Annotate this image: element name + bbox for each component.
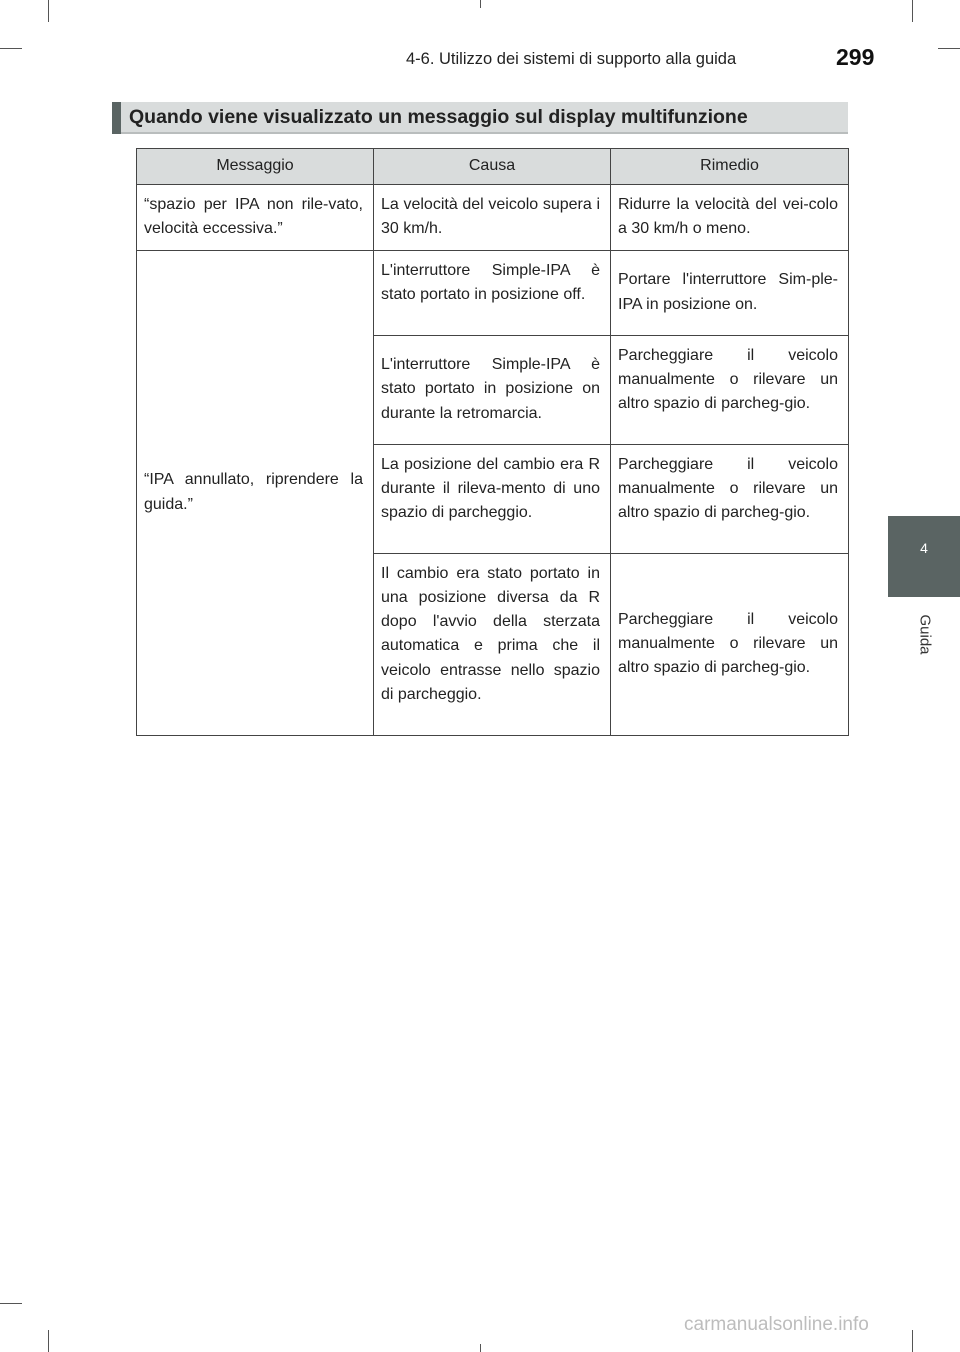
crop-mark bbox=[48, 1330, 49, 1352]
crop-mark bbox=[480, 1344, 481, 1352]
remedy-cell: Portare l'interruttore Sim-ple-IPA in posizione on. bbox=[611, 250, 849, 335]
crop-mark bbox=[912, 1330, 913, 1352]
message-cell: “spazio per IPA non rile-vato, velocità eccessiva.” bbox=[137, 185, 374, 251]
chapter-tab bbox=[888, 516, 960, 597]
crop-mark bbox=[938, 48, 960, 49]
table-header-row bbox=[137, 149, 849, 185]
header-section-title: 4-6. Utilizzo dei sistemi di supporto alla guida bbox=[406, 50, 737, 68]
section-title: Quando viene visualizzato un messaggio sul display multifunzione bbox=[129, 106, 748, 128]
remedy-cell: Parcheggiare il veicolo manualmente o rilevare un altro spazio di parcheg-gio. bbox=[611, 553, 849, 735]
chapter-label-box bbox=[910, 602, 940, 672]
footer-watermark[interactable]: carmanualsonline.info bbox=[684, 1314, 869, 1335]
section-title-bar bbox=[112, 102, 121, 134]
section-title-box bbox=[112, 102, 848, 134]
table-row bbox=[137, 185, 849, 251]
remedy-cell: Parcheggiare il veicolo manualmente o rilevare un altro spazio di parcheg-gio. bbox=[611, 335, 849, 444]
crop-mark bbox=[48, 0, 49, 22]
cause-cell: La posizione del cambio era R durante il rileva-mento di uno spazio di parcheggio. bbox=[374, 444, 611, 553]
page-number: 299 bbox=[836, 44, 875, 70]
crop-mark bbox=[480, 0, 481, 8]
crop-mark bbox=[912, 0, 913, 22]
chapter-label: Guida bbox=[916, 614, 934, 655]
cause-cell: L'interruttore Simple-IPA è stato portato in posizione off. bbox=[374, 250, 611, 335]
cause-cell: La velocità del veicolo supera i 30 km/h. bbox=[374, 185, 611, 251]
column-header-message: Messaggio bbox=[137, 149, 374, 185]
message-table bbox=[136, 148, 849, 736]
cause-cell: Il cambio era stato portato in una posizione diversa da R dopo l'avvio della sterzata automatica e prima che il veicolo entrasse nello spazio di parcheggio. bbox=[374, 553, 611, 735]
remedy-cell: Ridurre la velocità del vei-colo a 30 km/h o meno. bbox=[611, 185, 849, 251]
table-row bbox=[137, 250, 849, 335]
remedy-cell: Parcheggiare il veicolo manualmente o rilevare un altro spazio di parcheg-gio. bbox=[611, 444, 849, 553]
column-header-cause: Causa bbox=[374, 149, 611, 185]
cause-cell: L'interruttore Simple-IPA è stato portato in posizione on durante la retromarcia. bbox=[374, 335, 611, 444]
column-header-remedy: Rimedio bbox=[611, 149, 849, 185]
crop-mark bbox=[0, 48, 22, 49]
message-cell: “IPA annullato, riprendere la guida.” bbox=[137, 250, 374, 735]
chapter-number: 4 bbox=[920, 540, 928, 556]
crop-mark bbox=[0, 1303, 22, 1304]
